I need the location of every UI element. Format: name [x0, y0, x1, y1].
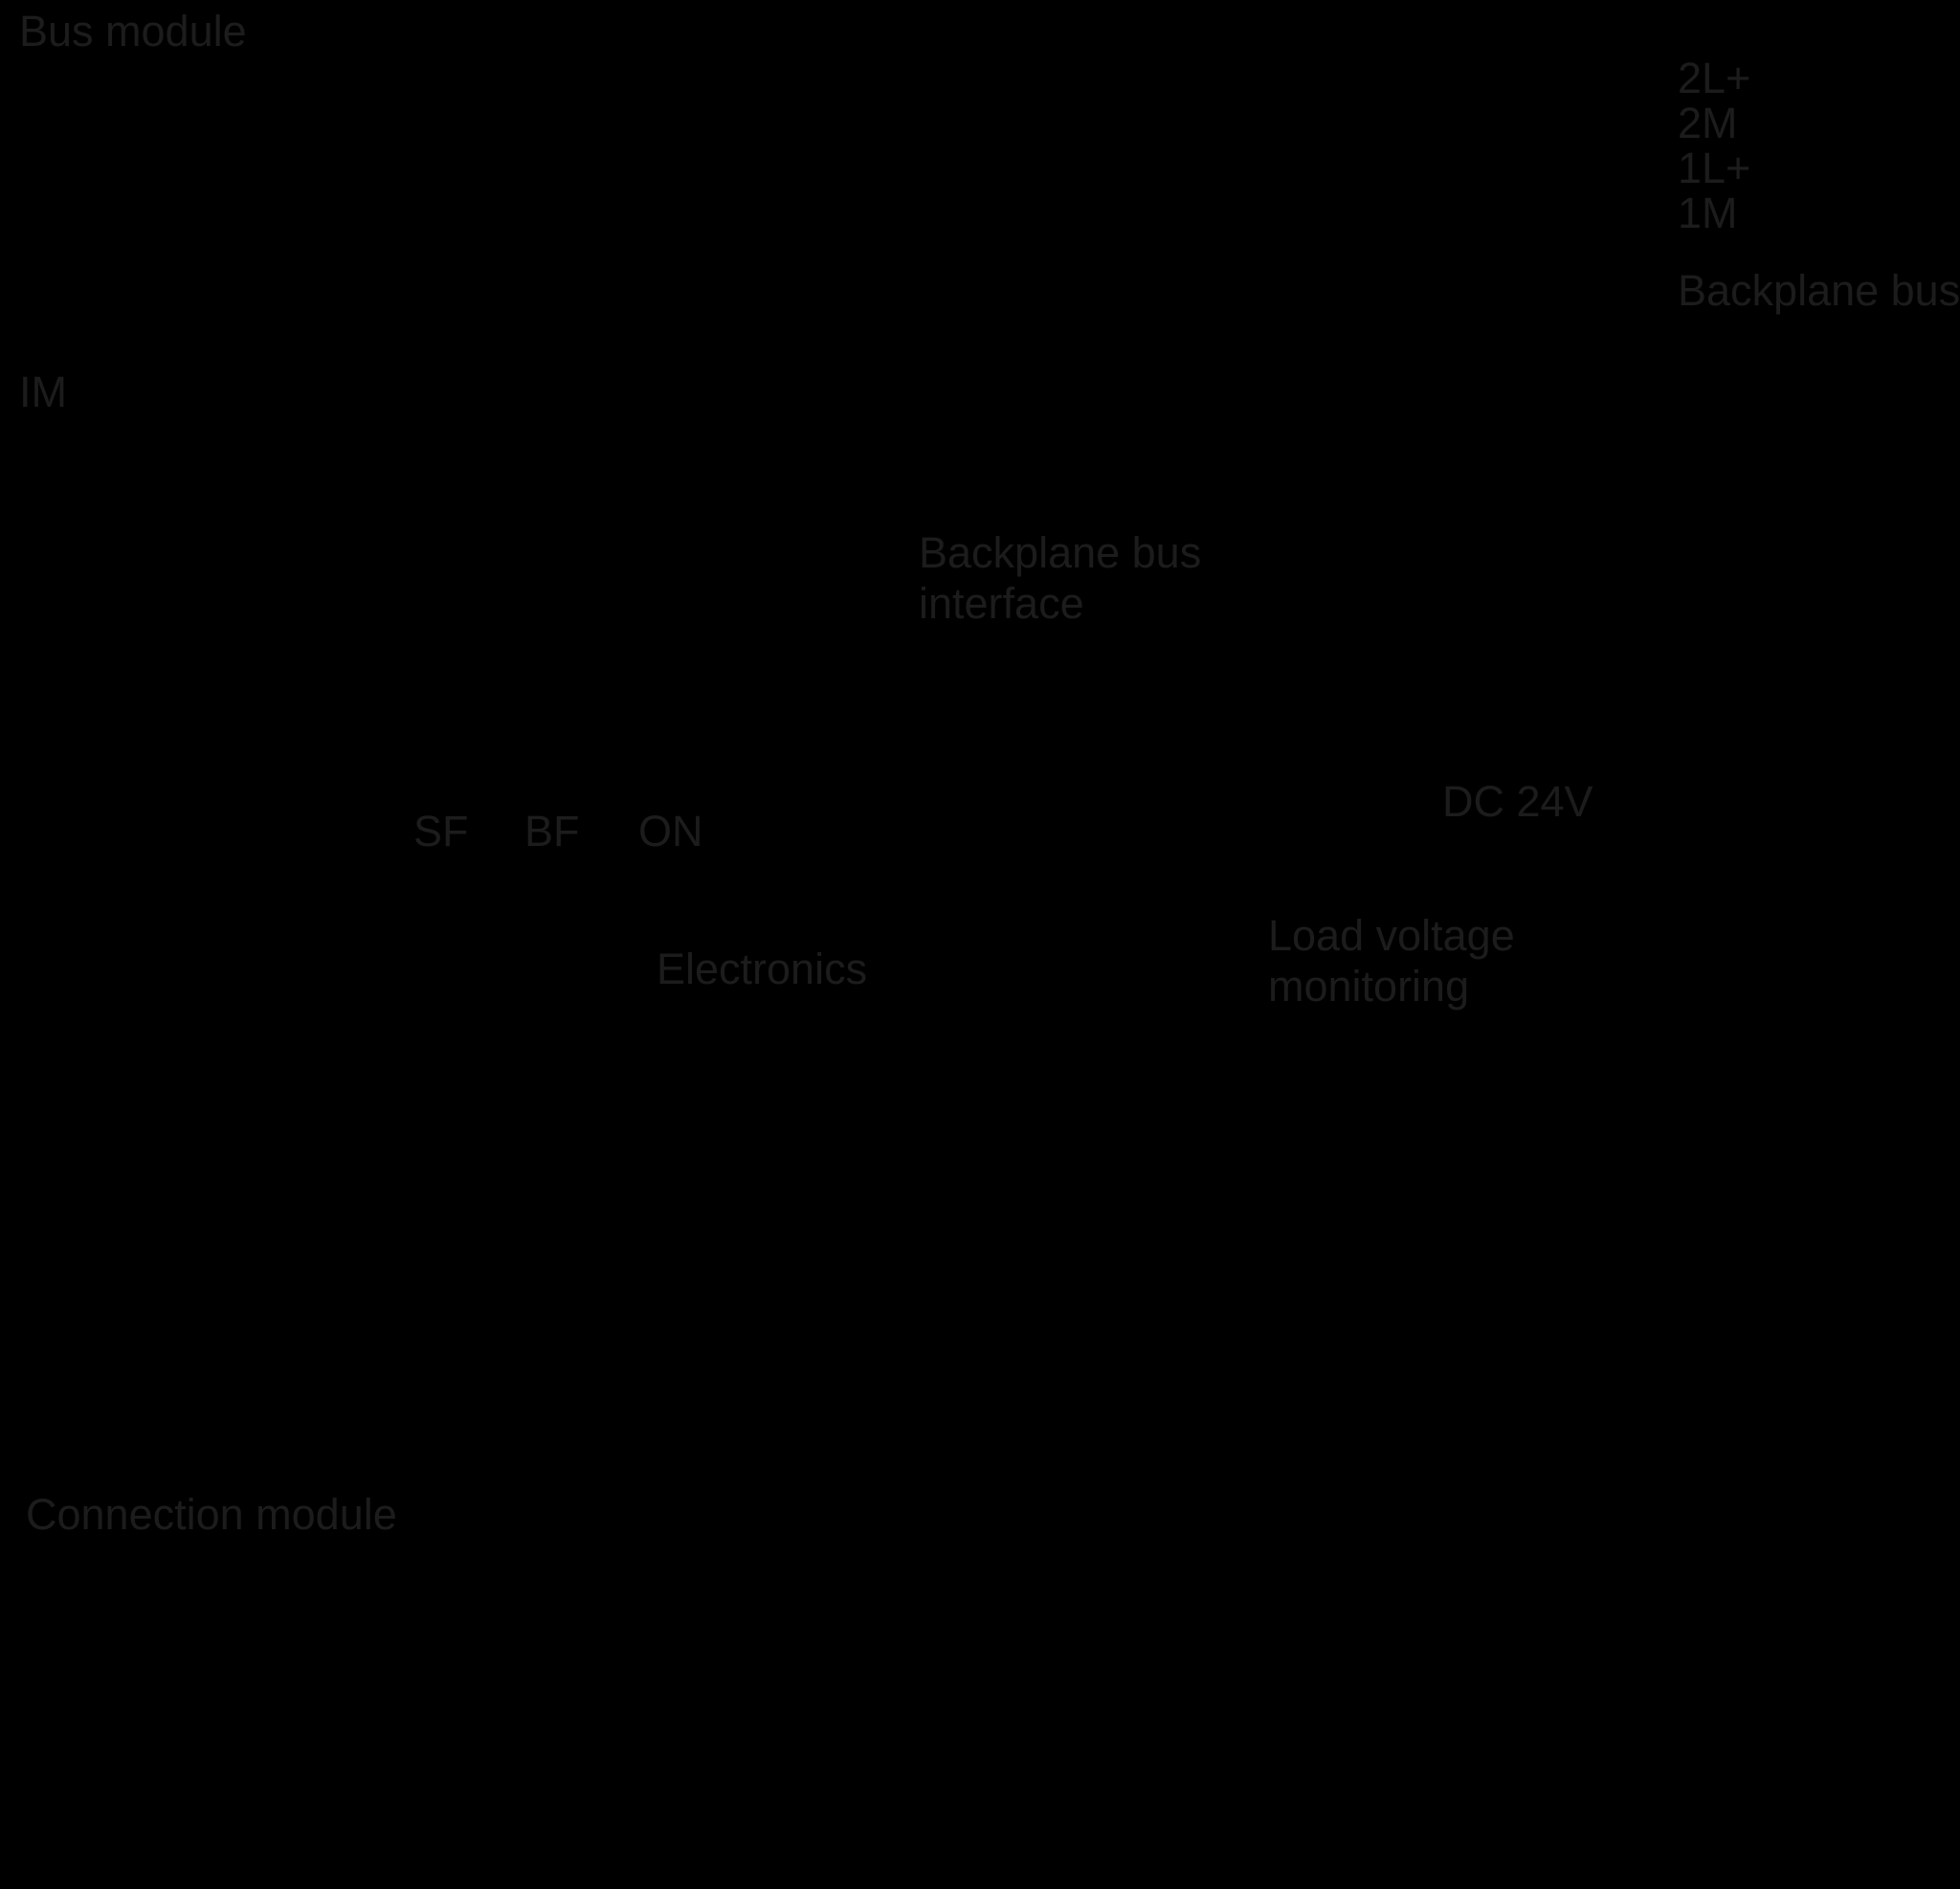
backplane-bus-interface-line-2: interface [919, 579, 1084, 628]
load-voltage-monitoring-label [1268, 910, 1515, 1011]
connection-module-label: Connection module [26, 1490, 397, 1539]
terminal-1m: 1M [1678, 189, 1738, 237]
terminal-1l-plus: 1L+ [1678, 144, 1751, 192]
load-voltage-monitoring-line-2: monitoring [1268, 962, 1470, 1011]
electronics-label: Electronics [657, 944, 868, 993]
led-on-label: ON [638, 807, 703, 856]
im-label: IM [19, 367, 67, 416]
dc-24v-label: DC 24V [1442, 777, 1593, 826]
backplane-bus-interface-line-1: Backplane bus [919, 528, 1202, 577]
led-sf-label: SF [413, 807, 469, 856]
supply-terminal-list [1678, 56, 1750, 235]
load-voltage-monitoring-line-1: Load voltage [1268, 911, 1515, 960]
backplane-bus-label: Backplane bus [1678, 266, 1960, 315]
terminal-2m: 2M [1678, 99, 1738, 147]
backplane-bus-interface-label [919, 527, 1201, 629]
bus-module-label: Bus module [19, 7, 247, 56]
terminal-2l-plus: 2L+ [1678, 54, 1751, 102]
led-bf-label: BF [524, 807, 580, 856]
